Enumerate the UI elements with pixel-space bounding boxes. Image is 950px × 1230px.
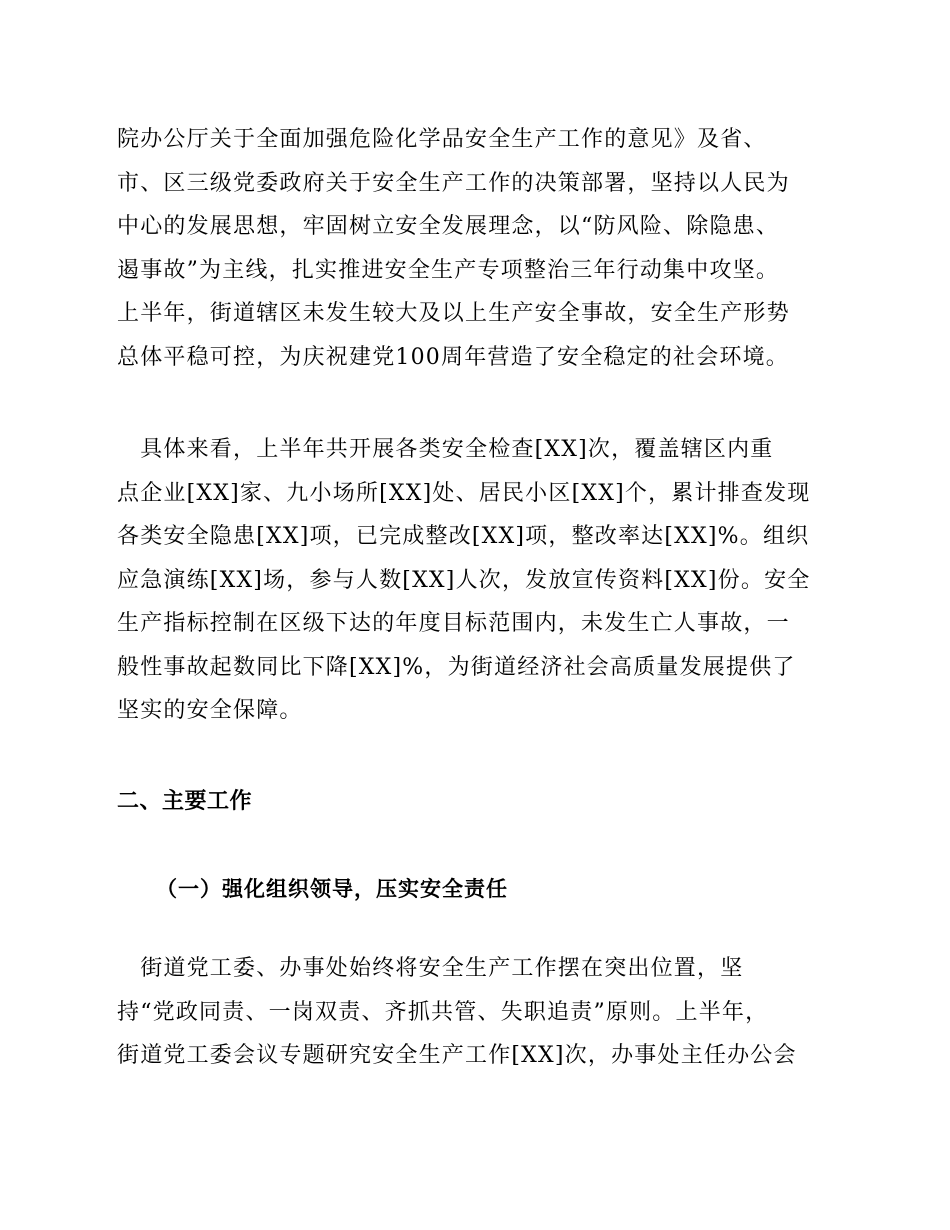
text-line: 般性事故起数同比下降[XX]%，为街道经济社会高质量发展提供了 — [117, 654, 796, 680]
text-line: 持“党政同责、一岗双责、齐抓共管、失职追责”原则。上半年， — [117, 999, 769, 1025]
text-line: 市、区三级党委政府关于安全生产工作的决策部署，坚持以人民为 — [117, 170, 790, 196]
text-line: 生产指标控制在区级下达的年度目标范围内，未发生亡人事故，一 — [117, 611, 790, 636]
section-heading: 二、主要工作 — [117, 789, 253, 814]
text-line: 院办公厅关于全面加强危险化学品安全生产工作的意见》及省、 — [117, 127, 767, 152]
text-line: 遏事故”为主线，扎实推进安全生产专项整治三年行动集中攻坚。 — [117, 257, 780, 283]
text-line: 总体平稳可控，为庆祝建党100周年营造了安全稳定的社会环境。 — [117, 344, 789, 370]
text-line: 各类安全隐患[XX]项，已完成整改[XX]项，整改率达[XX]%。组织 — [117, 524, 810, 549]
text-line: 点企业[XX]家、九小场所[XX]处、居民小区[XX]个，累计排查发现 — [117, 480, 811, 506]
section-paragraph — [117, 947, 833, 1078]
text-line: 上半年，街道辖区未发生较大及以上生产安全事故，安全生产形势 — [117, 301, 790, 326]
stats-paragraph — [117, 428, 833, 733]
text-line: 街道党工委会议专题研究安全生产工作[XX]次，办事处主任办公会 — [117, 1043, 797, 1068]
text-line: 应急演练[XX]场，参与人数[XX]人次，发放宣传资料[XX]份。安全 — [117, 567, 811, 593]
text-line: 街道党工委、办事处始终将安全生产工作摆在突出位置，坚 — [117, 956, 744, 981]
text-line: 中心的发展思想，牢固树立安全发展理念，以“防风险、除隐患、 — [117, 214, 780, 239]
text-line: 具体来看，上半年共开展各类安全检查[XX]次，覆盖辖区内重 — [117, 437, 774, 462]
intro-paragraph — [117, 118, 833, 379]
subsection-heading: （一）强化组织领导，压实安全责任 — [156, 877, 508, 901]
text-line: 坚实的安全保障。 — [117, 698, 303, 723]
